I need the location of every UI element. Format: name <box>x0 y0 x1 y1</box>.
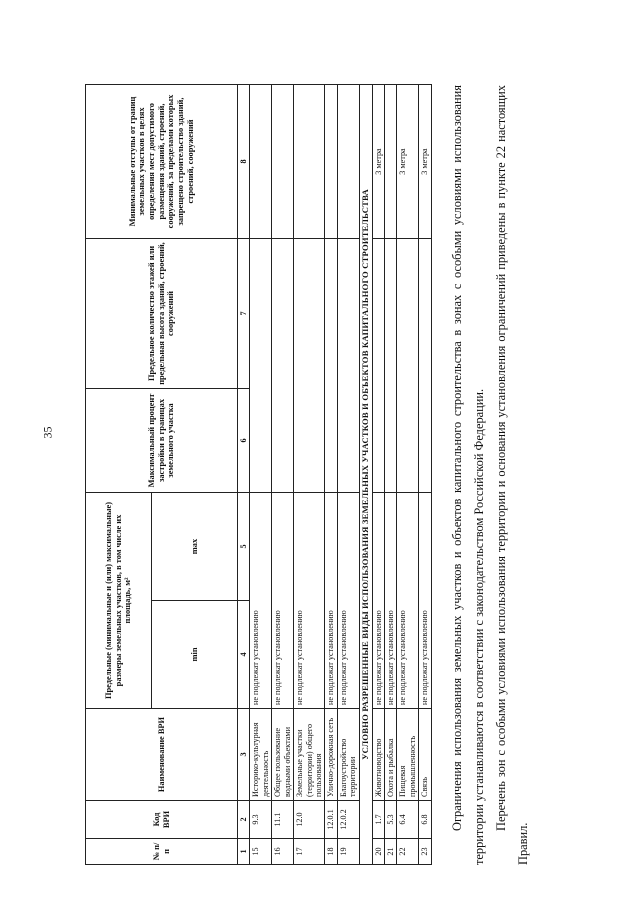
table-row <box>372 85 384 865</box>
index-cell: 7 <box>238 239 250 389</box>
row-code: 6.8 <box>419 801 431 839</box>
row-code: 1.7 <box>372 801 384 839</box>
paragraph: Ограничения использования земельных участков и объектов капитального строительства в зонах с особыми условиями использования территории устанавливаются в соответствии с законодательством Российской Федерации. <box>449 85 486 865</box>
index-cell: 2 <box>238 801 250 839</box>
index-cell: 6 <box>238 389 250 493</box>
row-num: 20 <box>372 839 384 865</box>
page-number: 35 <box>40 426 55 439</box>
row-name: Земельные участки (территории) общего пользования <box>294 709 325 801</box>
row-size: не подлежат установлению <box>325 493 337 709</box>
header-floors: Предельное количество этажей или предельная высота зданий, строений, сооружений <box>86 239 238 389</box>
row-code: 6.4 <box>397 801 419 839</box>
table-row <box>250 85 272 865</box>
body-text <box>446 85 534 865</box>
paragraph: Перечень зон с особыми условиями использования территории и основания установления ограничений приведены в пункте 22 настоящих Правил. <box>493 85 530 865</box>
row-size: не подлежат установлению <box>419 493 431 709</box>
table-row <box>294 85 325 865</box>
row-code: 12.0.1 <box>325 801 337 839</box>
row-code: 12.0.2 <box>337 801 359 839</box>
index-row <box>238 85 250 865</box>
row-code: 9.3 <box>250 801 272 839</box>
zoning-table <box>85 84 432 865</box>
row-name: Благоустройство территории <box>337 709 359 801</box>
header-max: max <box>152 493 238 601</box>
row-num: 17 <box>294 839 325 865</box>
header-min: min <box>152 601 238 709</box>
row-limits <box>372 239 384 493</box>
row-name: Общее пользование водными объектами <box>272 709 294 801</box>
index-cell: 3 <box>238 709 250 801</box>
row-name: Улично-дорожная сеть <box>325 709 337 801</box>
row-setback <box>250 85 272 239</box>
row-setback <box>272 85 294 239</box>
header-num: № п/п <box>86 839 238 865</box>
table-row <box>337 85 359 865</box>
row-code: 5.3 <box>384 801 396 839</box>
index-cell: 8 <box>238 85 250 239</box>
row-num: 21 <box>384 839 396 865</box>
row-name: Охота и рыбалка <box>384 709 396 801</box>
row-limits <box>250 239 272 493</box>
row-size: не подлежат установлению <box>250 493 272 709</box>
row-limits <box>325 239 337 493</box>
header-percent: Максимальный процент застройки в границах земельного участка <box>86 389 238 493</box>
row-size: не подлежат установлению <box>384 493 396 709</box>
index-cell: 1 <box>238 839 250 865</box>
row-setback <box>325 85 337 239</box>
row-size: не подлежат установлению <box>397 493 419 709</box>
index-cell: 4 <box>238 601 250 709</box>
row-num: 23 <box>419 839 431 865</box>
index-cell: 5 <box>238 493 250 601</box>
row-size: не подлежат установлению <box>337 493 359 709</box>
row-limits <box>397 239 419 493</box>
row-size: не подлежат установлению <box>294 493 325 709</box>
row-code: 12.0 <box>294 801 325 839</box>
section-row <box>359 85 372 865</box>
header-code: Код ВРИ <box>86 801 238 839</box>
row-size: не подлежат установлению <box>372 493 384 709</box>
table-row <box>384 85 396 865</box>
row-code: 11.1 <box>272 801 294 839</box>
header-name: Наименование ВРИ <box>86 709 238 801</box>
row-num: 16 <box>272 839 294 865</box>
section-title: УСЛОВНО РАЗРЕШЕННЫЕ ВИДЫ ИСПОЛЬЗОВАНИЯ ЗЕМЕЛЬНЫХ УЧАСТКОВ И ОБЪЕКТОВ КАПИТАЛЬНОГО СТРОИТЕЛЬСТВА <box>359 85 372 865</box>
row-setback: 3 метра <box>397 85 419 239</box>
row-num: 19 <box>337 839 359 865</box>
row-setback <box>294 85 325 239</box>
row-setback <box>384 85 396 239</box>
row-limits <box>294 239 325 493</box>
row-setback: 3 метра <box>419 85 431 239</box>
row-name: Историко-культурная деятельность <box>250 709 272 801</box>
row-size: не подлежат установлению <box>272 493 294 709</box>
row-num: 18 <box>325 839 337 865</box>
header-setbacks: Минимальные отступы от границ земельных участков в целях определения мест допустимого размещения зданий, строений, сооружений, за пределами которых запрещено строительство зданий, строений, сооружений <box>86 85 238 239</box>
row-limits <box>272 239 294 493</box>
row-setback: 3 метра <box>372 85 384 239</box>
row-setback <box>337 85 359 239</box>
row-num: 22 <box>397 839 419 865</box>
row-limits <box>337 239 359 493</box>
row-num: 15 <box>250 839 272 865</box>
row-name: Животноводство <box>372 709 384 801</box>
table-row <box>272 85 294 865</box>
row-limits <box>384 239 396 493</box>
row-limits <box>419 239 431 493</box>
row-name: Пищевая промышленность <box>397 709 419 801</box>
table-row <box>419 85 431 865</box>
header-sizes: Предельные (минимальные и (или) максимальные) размеры земельных участков, в том числе их площадь, м² <box>86 493 152 709</box>
table-row <box>397 85 419 865</box>
rotated-content <box>85 85 595 865</box>
table-row <box>325 85 337 865</box>
row-name: Связь <box>419 709 431 801</box>
